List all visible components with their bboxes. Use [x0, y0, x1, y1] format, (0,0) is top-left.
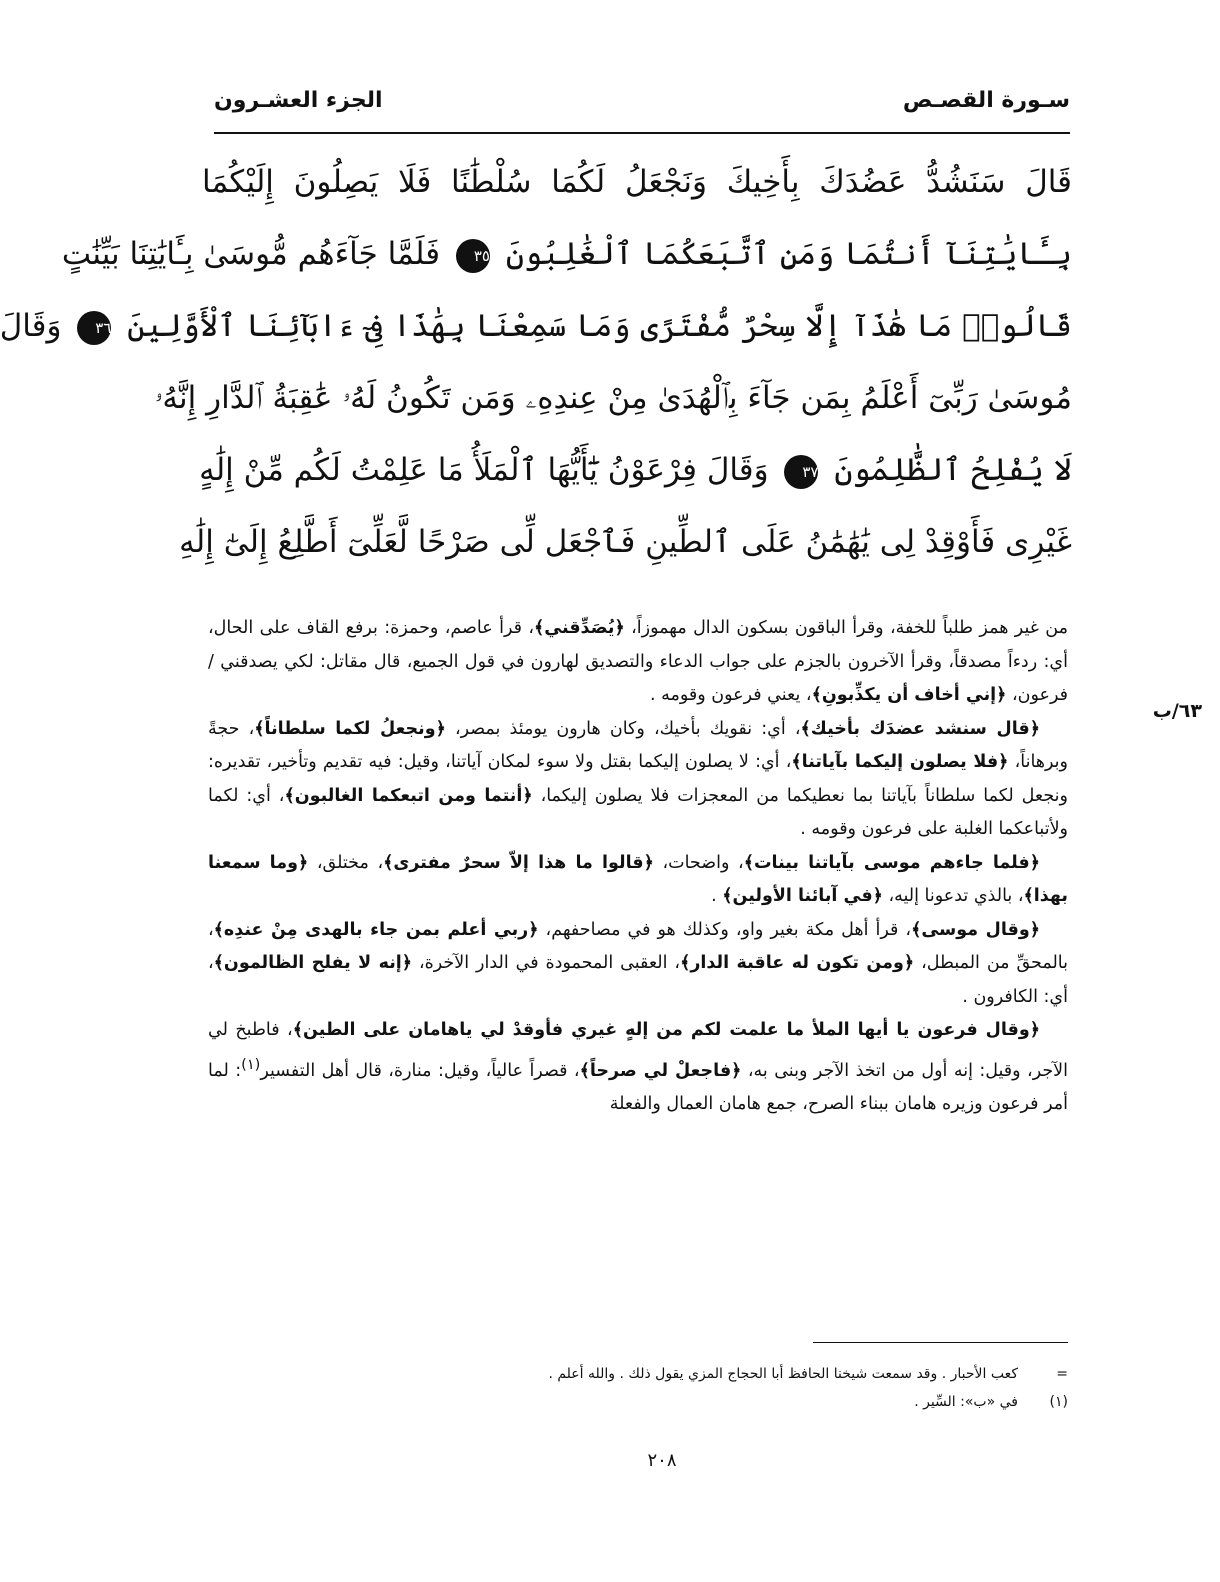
- tafsir-text: ، حجةً وبرهاناً،: [208, 718, 1068, 772]
- quote-text: ﴿قال سنشد عضدَك بأخيك﴾: [800, 718, 1041, 739]
- quran-line-text: وَقَالَ: [0, 308, 62, 344]
- quote-text: ﴿إنه لا يفلح الظالمون﴾: [213, 953, 413, 973]
- tafsir-paragraph-2: [208, 713, 1068, 847]
- footnotes: [208, 1360, 1068, 1416]
- ayah-number-37: ٣٧: [784, 455, 818, 489]
- tafsir-paragraph-5: [208, 1014, 1068, 1121]
- juz-title: الجزء العشـرون: [214, 88, 383, 113]
- tafsir-text: ، أي: لا يصلون إليكما بقتل ولا سوء لمكان آياتنا، وقيل: فيه تقديم وتأخير، تقديره: ونجعل لكما سلطاناً بآياتنا بما نعطيكما من المعجزات فلا يصلون إليكما،: [208, 752, 1068, 806]
- quran-line-text: لَا يُفْلِحُ ٱلظَّٰلِمُونَ: [834, 452, 1072, 488]
- tafsir-text: ، أي: الكافرون .: [208, 953, 1068, 1007]
- page-header: [214, 82, 1070, 134]
- tafsir-text: ، أي: لكما ولأتباعكما الغلبة على فرعون وقومه .: [208, 785, 1068, 839]
- tafsir-text: ، قرأ عاصم، وحمزة: برفع القاف على الحال، أي: ردءاً مصدقاً، وقرأ الآخرون بالجزم على جواب الدعاء والتصديق لهارون في قول الجميع، قال مقاتل: لكي يصدقني / فرعون،: [208, 618, 1068, 705]
- tafsir-text: : لما أمر فرعون وزيره هامان ببناء الصرح، جمع هامان العمال والفعلة: [208, 1060, 1068, 1114]
- quote-text: ﴿أنتما ومن اتبعكما الغالبون﴾: [284, 785, 533, 806]
- quran-line-1: [202, 146, 1072, 218]
- quran-line-text: قَالَ سَنَشُدُّ عَضُدَكَ بِأَخِيكَ وَنَجْعَلُ لَكُمَا سُلْطَٰنًا فَلَا يَصِلُونَ إِلَيْكُمَا: [202, 164, 1072, 200]
- footnote-divider: [813, 1342, 1068, 1343]
- quran-line-text: بِـَٔايَٰتِنَآ أَنتُمَا وَمَنِ ٱتَّبَعَكُمَا ٱلْغَٰلِبُونَ: [505, 236, 1072, 272]
- tafsir-paragraph-1: [208, 612, 1068, 713]
- quote-text: ﴿فاجعلْ لي صرحاً﴾: [579, 1060, 742, 1081]
- page-number: ٢٠٨: [647, 1450, 677, 1471]
- quran-line-text: مُوسَىٰ رَبِّىٓ أَعْلَمُ بِمَن جَآءَ بِٱلْهُدَىٰ مِنْ عِندِهِۦ وَمَن تَكُونُ لَهُۥ عَٰقِبَةُ ٱلدَّارِ إِنَّهُۥ: [154, 380, 1072, 416]
- footnote-reference: (١): [241, 1055, 261, 1073]
- ayah-number-35: ٣٥: [456, 239, 490, 273]
- quote-text: ﴿يُصَدِّقني﴾: [534, 618, 625, 638]
- quote-text: ﴿ونجعلُ لكما سلطاناً﴾: [254, 718, 446, 739]
- tafsir-text: ، العقبى المحمودة في الدار الآخرة،: [412, 953, 681, 973]
- footnote-continuation: [208, 1360, 1068, 1388]
- manuscript-folio-note: ٦٣/ب: [1152, 700, 1202, 722]
- tafsir-text: ، بالمحقِّ من المبطل،: [208, 919, 1068, 973]
- tafsir-text: ، فاطبخ لي الآجر، وقيل: إنه أول من اتخذ الآجر وبنى به،: [208, 1020, 1069, 1081]
- quran-line-text: غَيْرِى فَأَوْقِدْ لِى يَٰهَٰمَٰنُ عَلَى ٱلطِّينِ فَٱجْعَل لِّى صَرْحًا لَّعَلِّىٓ أَطَّلِعُ إِلَىٰٓ إِلَٰهِ: [179, 524, 1072, 560]
- footnote-text: في «ب»: السِّير .: [914, 1394, 1018, 1410]
- tafsir-text: ، أي: نقويك بأخيك، وكان هارون يومئذ بمصر،: [445, 718, 801, 739]
- quote-text: ﴿وما سمعنا بهذا﴾: [208, 852, 1068, 906]
- tafsir-text: ، قصراً عالياً، وقيل: منارة، قال أهل التفسير: [260, 1060, 580, 1081]
- quran-line-text: فَلَمَّا جَآءَهُم مُّوسَىٰ بِـَٔايَٰتِنَا بَيِّنَٰتٍ: [61, 236, 441, 272]
- quote-text: ﴿ربي أعلم بمن جاء بالهدى مِنْ عندِه﴾: [213, 919, 539, 940]
- quran-line-text: وَقَالَ فِرْعَوْنُ يَٰٓأَيُّهَا ٱلْمَلَأُ مَا عَلِمْتُ لَكُم مِّنْ إِلَٰهٍ: [199, 452, 769, 488]
- quote-text: ﴿فلما جاءهم موسى بآياتنا بينات﴾: [743, 852, 1041, 873]
- quote-text: ﴿فلا يصلون إليكما بآياتنا﴾: [791, 752, 1009, 772]
- tafsir-text: ، يعني فرعون وقومه .: [649, 685, 812, 705]
- quote-text: ﴿وقال موسى﴾: [911, 919, 1040, 940]
- quote-text: ﴿قالوا ما هذا إلاّ سحرٌ مفترى﴾: [383, 852, 654, 873]
- tafsir-text: .: [711, 886, 723, 906]
- quote-text: ﴿في آبائنا الأولين﴾: [722, 886, 883, 906]
- tafsir-paragraph-3: [208, 847, 1068, 914]
- footnote-mark: =: [1056, 1366, 1068, 1382]
- footnote-mark: (١): [1049, 1394, 1068, 1410]
- tafsir-text-block: [208, 612, 1068, 1121]
- quran-line-5: [199, 434, 1072, 506]
- quran-line-6: [179, 506, 1072, 578]
- tafsir-text: ، قرأ أهل مكة بغير واو، وكذلك هو في مصاحفهم،: [538, 919, 912, 940]
- quran-text-block: [0, 146, 1072, 578]
- quran-line-2: [61, 218, 1072, 290]
- tafsir-text: من غير همز طلباً للخفة، وقرأ الباقون بسكون الدال مهموزاً،: [624, 618, 1068, 638]
- ayah-number-36: ٣٦: [77, 311, 111, 345]
- tafsir-text: ، واضحات،: [653, 852, 744, 873]
- tafsir-text: ، مختلق،: [308, 852, 384, 873]
- quote-text: ﴿ومن تكون له عاقبة الدار﴾: [680, 953, 915, 973]
- quote-text: ﴿إني أخاف أن يكذِّبونِ﴾: [811, 685, 1007, 705]
- quran-line-text: قَالُوا۟ مَا هَٰذَآ إِلَّا سِحْرٌ مُّفْتَرًى وَمَا سَمِعْنَا بِهَٰذَا فِىٓ ءَابَآئِنَا ٱلْأَوَّلِينَ: [127, 308, 1072, 344]
- tafsir-paragraph-4: [208, 914, 1068, 1015]
- quran-line-3: [0, 290, 1072, 362]
- surah-title: سـورة القصـص: [902, 88, 1070, 113]
- footnote-1: [208, 1388, 1068, 1416]
- quran-line-4: [154, 362, 1072, 434]
- tafsir-text: ، بالذي تدعونا إليه،: [882, 886, 1024, 906]
- footnote-text: كعب الأحبار . وقد سمعت شيخنا الحافظ أبا الحجاج المزي يقول ذلك . والله أعلم .: [548, 1366, 1018, 1382]
- quote-text: ﴿وقال فرعون يا أيها الملأ ما علمت لكم من إلهٍ غيري فأوقدْ لي ياهامان على الطين﴾: [292, 1020, 1040, 1040]
